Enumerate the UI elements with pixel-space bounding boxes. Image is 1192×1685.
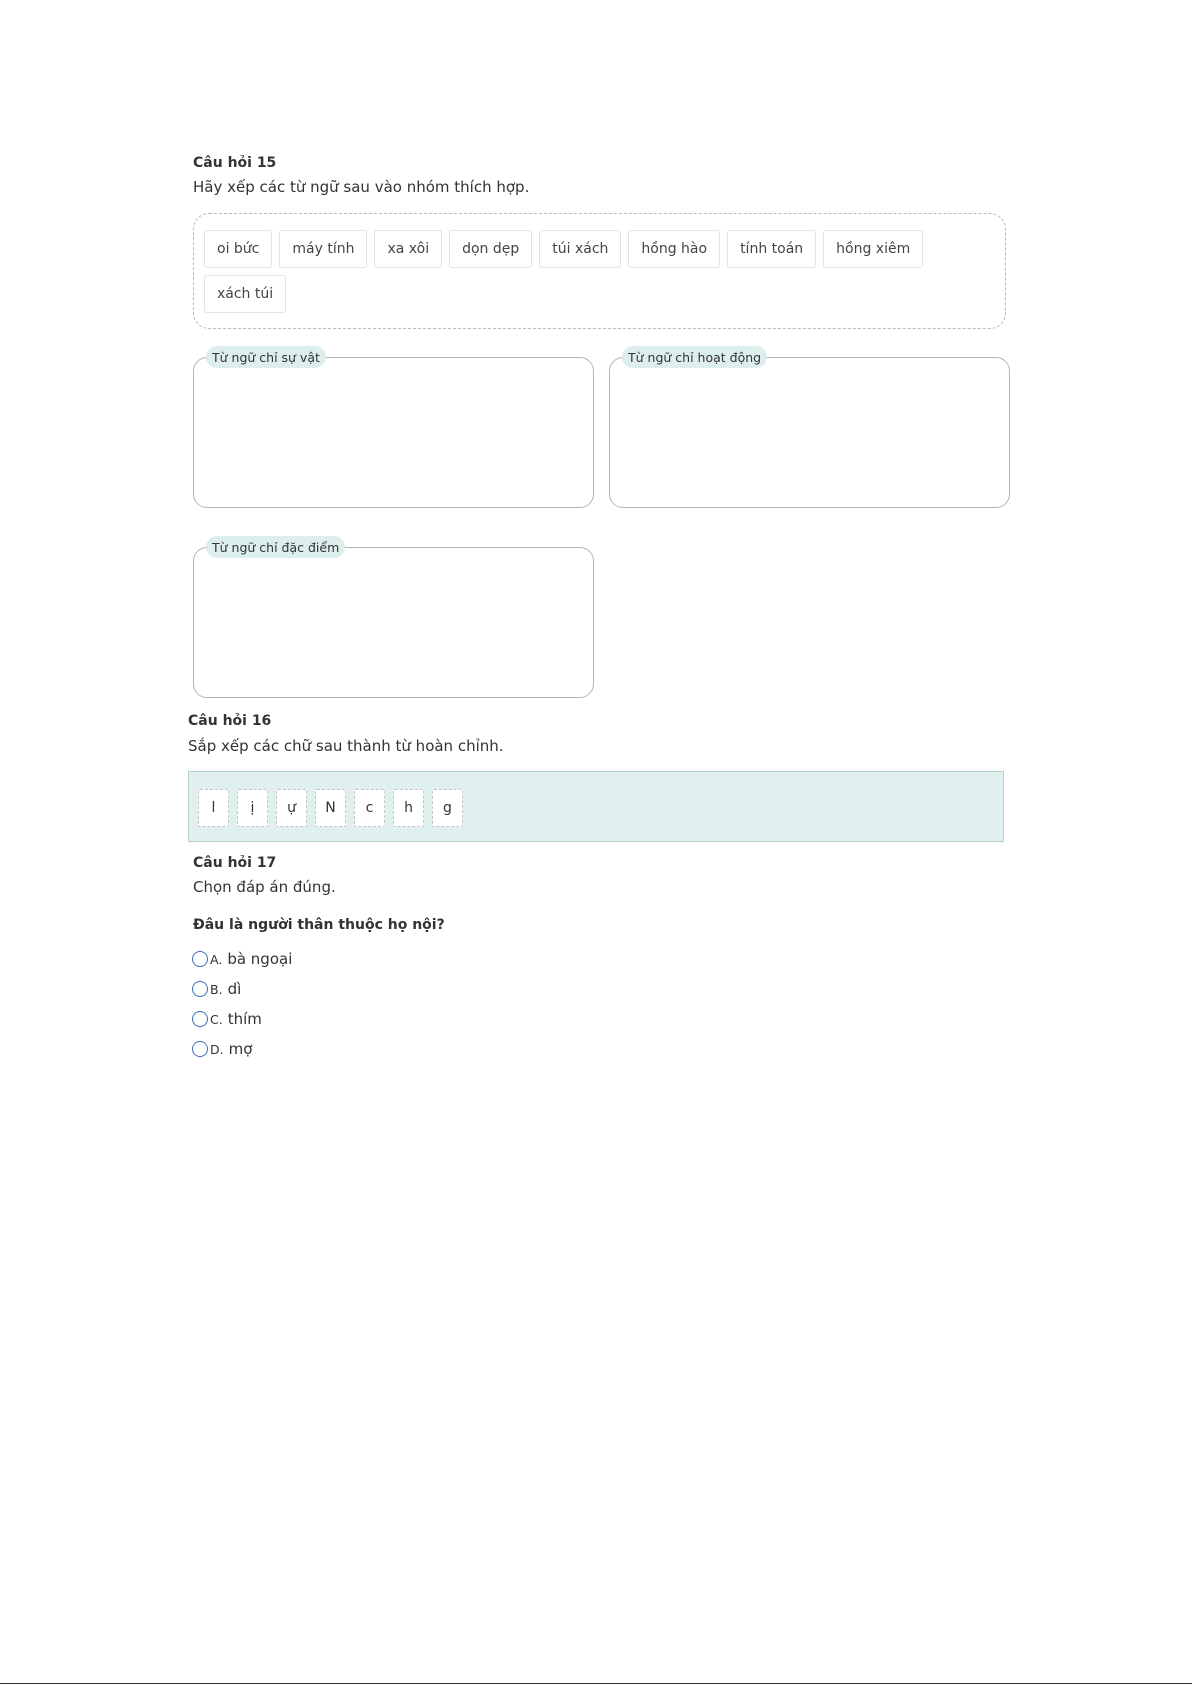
group-box-characteristics[interactable] [193, 539, 594, 698]
word-chip[interactable]: hồng hào [628, 230, 720, 268]
letter-bank [188, 771, 1004, 842]
letter-tile[interactable]: ị [237, 789, 268, 827]
word-bank [193, 213, 1006, 329]
option-text: dì [227, 980, 242, 998]
radio-circle-icon[interactable] [192, 951, 208, 967]
option-c[interactable] [192, 1010, 262, 1028]
option-letter: C. [210, 1011, 223, 1027]
page-bottom-divider [0, 1683, 1192, 1684]
group-label-things: Từ ngữ chỉ sự vật [206, 346, 326, 368]
option-letter: A. [210, 951, 223, 967]
question-15-instruction: Hãy xếp các từ ngữ sau vào nhóm thích hợp. [193, 178, 530, 196]
option-b[interactable] [192, 980, 241, 998]
word-chip[interactable]: dọn dẹp [449, 230, 532, 268]
word-chip[interactable]: xách túi [204, 275, 286, 313]
word-chip[interactable]: túi xách [539, 230, 621, 268]
letter-tile[interactable]: N [315, 789, 346, 827]
option-letter: D. [210, 1041, 224, 1057]
group-label-characteristics: Từ ngữ chỉ đặc điểm [206, 536, 345, 558]
option-text: thím [227, 1010, 262, 1028]
letter-tile-list [198, 789, 463, 827]
question-17-prompt: Đâu là người thân thuộc họ nội? [193, 917, 445, 933]
letter-tile[interactable]: g [432, 789, 463, 827]
option-d[interactable] [192, 1040, 252, 1058]
word-chip[interactable]: tính toán [727, 230, 816, 268]
radio-circle-icon[interactable] [192, 981, 208, 997]
group-box-actions[interactable] [609, 349, 1010, 508]
question-17-instruction: Chọn đáp án đúng. [193, 878, 336, 896]
word-chip[interactable]: máy tính [279, 230, 367, 268]
word-chip-list [204, 230, 944, 313]
option-letter: B. [210, 981, 223, 997]
question-16-instruction: Sắp xếp các chữ sau thành từ hoàn chỉnh. [188, 737, 504, 755]
letter-tile[interactable]: l [198, 789, 229, 827]
group-box-things[interactable] [193, 349, 594, 508]
option-a[interactable] [192, 950, 292, 968]
word-chip[interactable]: xa xôi [374, 230, 442, 268]
question-16-title: Câu hỏi 16 [188, 713, 272, 729]
letter-tile[interactable]: ự [276, 789, 307, 827]
option-text: mợ [228, 1040, 253, 1058]
group-label-actions: Từ ngữ chỉ hoạt động [622, 346, 767, 368]
letter-tile[interactable]: c [354, 789, 385, 827]
question-17-title: Câu hỏi 17 [193, 855, 277, 871]
letter-tile[interactable]: h [393, 789, 424, 827]
radio-circle-icon[interactable] [192, 1011, 208, 1027]
radio-circle-icon[interactable] [192, 1041, 208, 1057]
option-text: bà ngoại [227, 950, 293, 968]
word-chip[interactable]: hồng xiêm [823, 230, 923, 268]
word-chip[interactable]: oi bức [204, 230, 272, 268]
question-15-title: Câu hỏi 15 [193, 155, 277, 171]
